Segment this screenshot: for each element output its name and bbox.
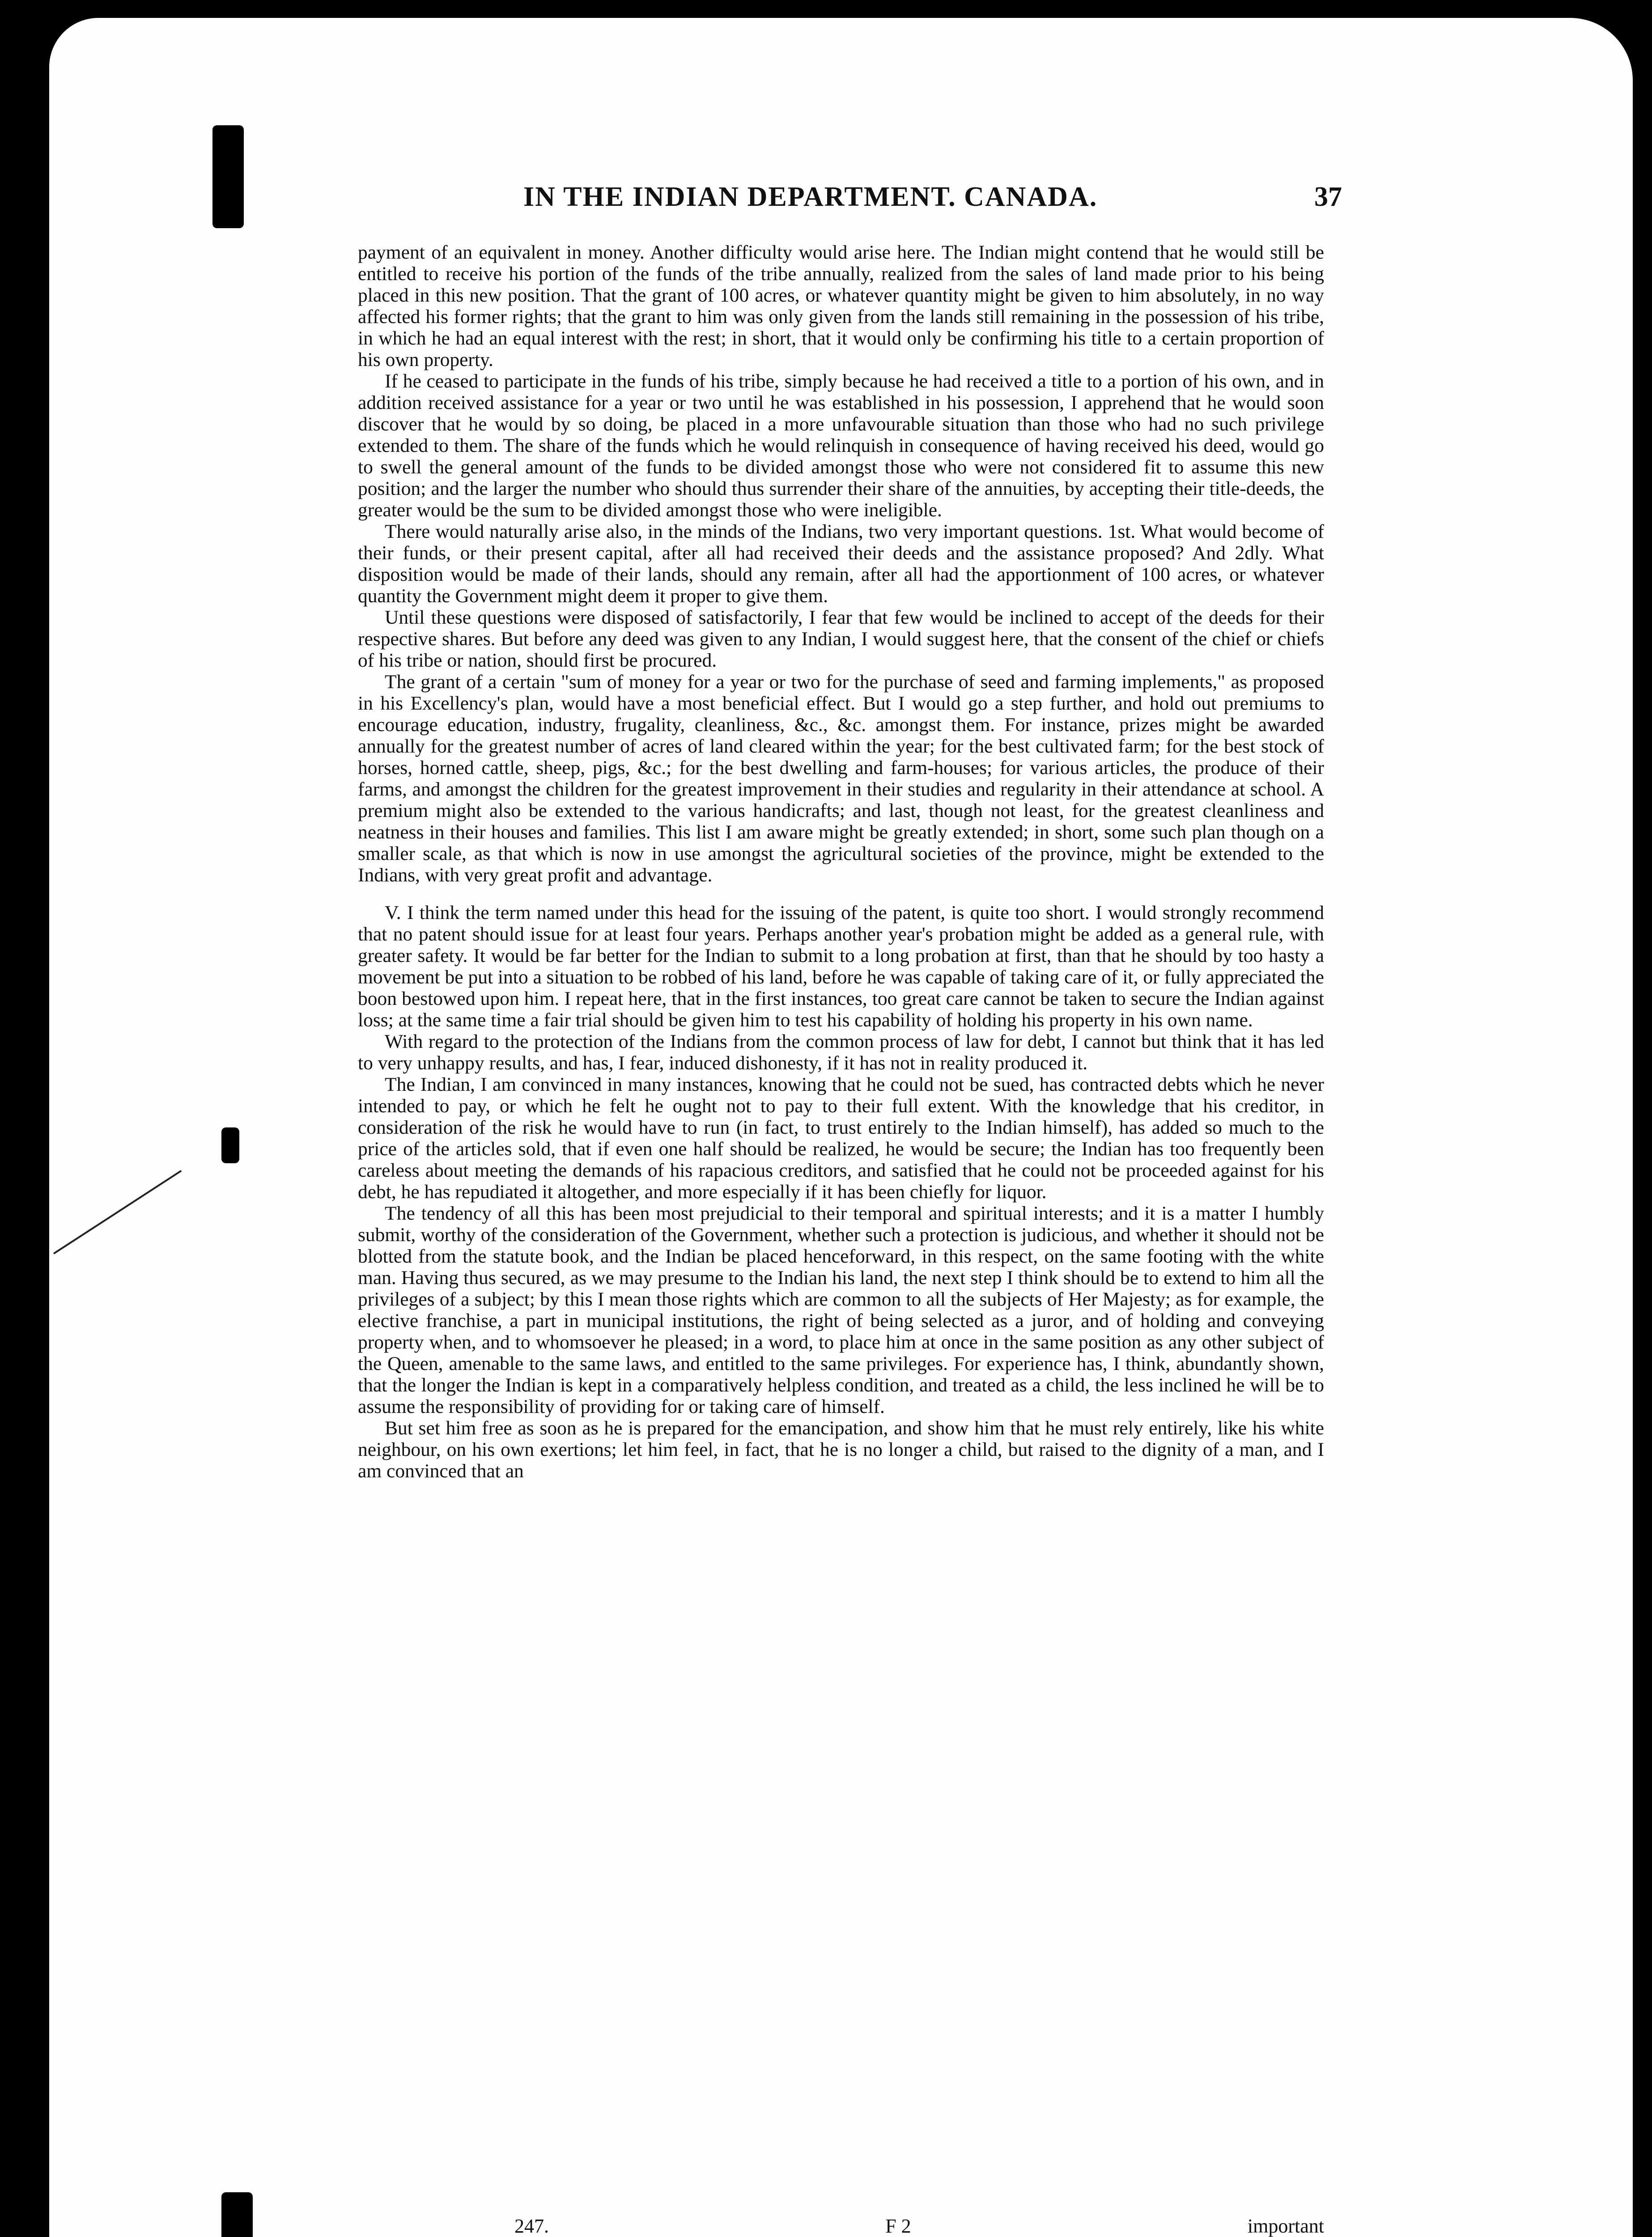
paragraph: With regard to the protection of the Indians from the common process of law for debt, I cannot but think that it has led to very unhappy results, and has, I fear, induced dishonesty, if it has not in reality produced it.: [358, 1031, 1324, 1074]
paragraph: If he ceased to participate in the funds of his tribe, simply because he had received a title to a portion of his own, and in addition received assistance for a year or two until he was established in his possession, I apprehend that he would soon discover that he would by so doing, be placed in a more unfavourable situation than those who had no such privilege extended to them. The share of the funds which he would relinquish in consequence of having received his deed, would go to swell the general amount of the funds to be divided amongst those who were not considered fit to assume this new position; and the larger the number who should thus surrender their share of the annuities, by accepting their title-deeds, the greater would be the sum to be divided amongst those who were ineligible.: [358, 370, 1324, 521]
signature-mark: 247.: [514, 2215, 549, 2237]
paragraph: payment of an equivalent in money. Another difficulty would arise here. The Indian might contend that he would still be entitled to receive his portion of the funds of the tribe annually, realized from the sales of land made prior to his being placed in this new position. That the grant of 100 acres, or whatever quantity might be given to him absolutely, in no way affected his former rights; that the grant to him was only given from the lands still remaining in the possession of his tribe, in which he had an equal interest with the rest; in short, that it would only be confirming his title to a certain proportion of his own property.: [358, 242, 1324, 370]
paragraph: There would naturally arise also, in the minds of the Indians, two very important questions. 1st. What would become of their funds, or their present capital, after all had received their deeds and the assistance proposed? And 2dly. What disposition would be made of their lands, should any remain, after all had the apportionment of 100 acres, or whatever quantity the Government might deem it proper to give them.: [358, 521, 1324, 607]
running-head: IN THE INDIAN DEPARTMENT. CANADA.: [523, 182, 1098, 212]
paragraph: But set him free as soon as he is prepared for the emancipation, and show him that he must rely entirely, like his white neighbour, on his own exertions; let him feel, in fact, that he is no longer a child, but raised to the dignity of a man, and I am convinced that an: [358, 1417, 1324, 1482]
paragraph: The Indian, I am convinced in many instances, knowing that he could not be sued, has contracted debts which he never intended to pay, or which he felt he ought not to pay to their full extent. With the knowledge that his creditor, in consideration of the risk he would have to run (in fact, to trust entirely to the Indian himself), has added so much to the price of the articles sold, that if even one half should be realized, he would be secure; the Indian has too frequently been careless about meeting the demands of his rapacious creditors, and satisfied that he could not be proceeded against for his debt, he has repudiated it altogether, and more especially if it has been chiefly for liquor.: [358, 1074, 1324, 1203]
paragraph: V. I think the term named under this head for the issuing of the patent, is quite too short. I would strongly recommend that no patent should issue for at least four years. Perhaps another year's probation might be added as a general rule, with greater safety. It would be far better for the Indian to submit to a long probation at first, than that he should by too hasty a movement be put into a situation to be robbed of his land, before he was capable of taking care of it, or fully appreciated the boon bestowed upon him. I repeat here, that in the first instances, too great care cannot be taken to secure the Indian against loss; at the same time a fair trial should be given him to test his capability of holding his property in his own name.: [358, 902, 1324, 1031]
page-number: 37: [1314, 182, 1342, 212]
paragraph: Until these questions were disposed of satisfactorily, I fear that few would be inclined to accept of the deeds for their respective shares. But before any deed was given to any Indian, I would suggest here, that the consent of the chief or chiefs of his tribe or nation, should first be procured.: [358, 607, 1324, 671]
body-text: [358, 242, 1324, 1482]
paragraph: The grant of a certain "sum of money for a year or two for the purchase of seed and farming implements," as proposed in his Excellency's plan, would have a most beneficial effect. But I would go a step further, and hold out premiums to encourage education, industry, frugality, cleanliness, &c., &c. amongst them. For instance, prizes might be awarded annually for the greatest number of acres of land cleared within the year; for the best cultivated farm; for the best stock of horses, horned cattle, sheep, pigs, &c.; for the best dwelling and farm-houses; for various articles, the produce of their farms, and amongst the children for the greatest improvement in their studies and regularity in their attendance at school. A premium might also be extended to the various handicrafts; and last, though not least, for the greatest cleanliness and neatness in their houses and families. This list I am aware might be greatly extended; in short, some such plan though on a smaller scale, as that which is now in use amongst the agricultural societies of the province, might be extended to the Indians, with very great profit and advantage.: [358, 671, 1324, 886]
binding-hole: [212, 125, 244, 228]
binding-hole: [221, 2192, 253, 2237]
gathering-mark: F 2: [885, 2215, 911, 2237]
catchword: important: [1247, 2215, 1324, 2237]
paragraph: The tendency of all this has been most prejudicial to their temporal and spiritual interests; and it is a matter I humbly submit, worthy of the consideration of the Government, whether such a protection is judicious, and whether it should not be blotted from the statute book, and the Indian be placed henceforward, in this respect, on the same footing with the white man. Having thus secured, as we may presume to the Indian his land, the next step I think should be to extend to him all the privileges of a subject; by this I mean those rights which are common to all the subjects of Her Majesty; as for example, the elective franchise, a part in municipal institutions, the right of being selected as a juror, and of holding and conveying property when, and to whomsoever he pleased; in a word, to place him at once in the same position as any other subject of the Queen, amenable to the same laws, and entitled to the same privileges. For experience has, I think, abundantly shown, that the longer the Indian is kept in a comparatively helpless condition, and treated as a child, the less inclined he will be to assume the responsibility of providing for or taking care of himself.: [358, 1203, 1324, 1417]
page-header: [403, 181, 1342, 213]
binding-hole: [221, 1127, 239, 1163]
page-footer: [394, 2215, 1324, 2237]
